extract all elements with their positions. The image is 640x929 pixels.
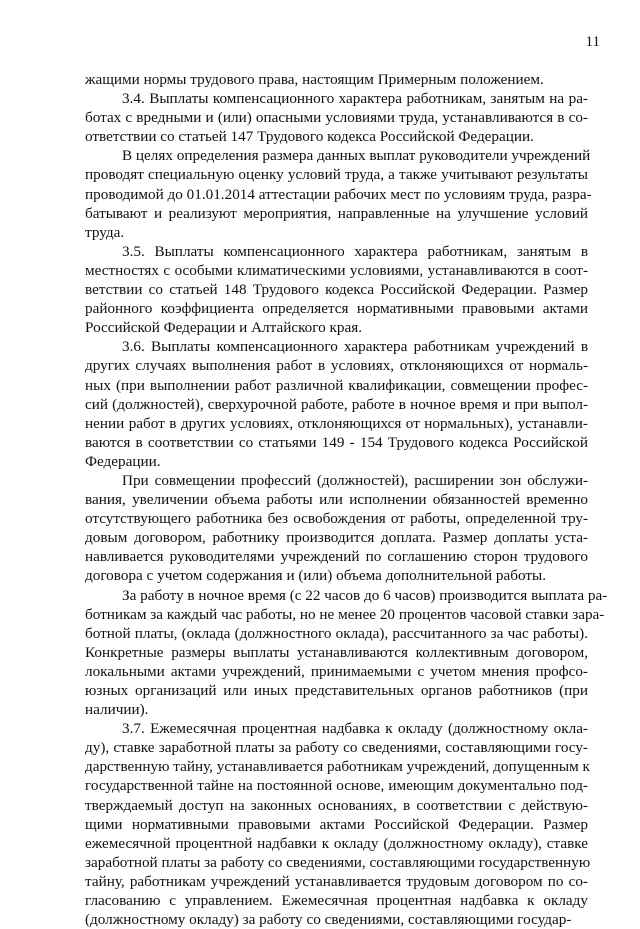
text-line: ваются в соответствии со статьями 149 - 154 Трудового кодекса Российской bbox=[85, 433, 588, 451]
document-body bbox=[85, 70, 608, 929]
text-line: Российской Федерации и Алтайского края. bbox=[85, 319, 363, 337]
paragraph bbox=[85, 586, 608, 720]
text-line: юзных организаций или иных представительных органов работников (при bbox=[85, 682, 588, 699]
text-line: Конкретные размеры выплаты устанавливаются коллективным договором, bbox=[85, 643, 588, 661]
text-line: локальными актами учреждений, принимаемыми с учетом мнения профсо- bbox=[85, 662, 588, 680]
page-number: 11 bbox=[585, 34, 600, 50]
paragraph bbox=[85, 719, 591, 929]
text-line: ответствии со статьей 147 Трудового кодекса Российской Федерации. bbox=[85, 128, 534, 146]
text-line: местностях с особыми климатическими условиями, устанавливаются в соот- bbox=[85, 261, 588, 279]
text-line: тайну, работникам учреждений устанавливается трудовым договором по со- bbox=[85, 872, 588, 890]
text-line: При совмещении профессий (должностей), расширении зон обслужи- bbox=[122, 471, 588, 489]
text-line: 3.4. Выплаты компенсационного характера работникам, занятым на ра- bbox=[122, 90, 588, 108]
paragraph bbox=[85, 70, 588, 89]
text-line: дарственную тайну, устанавливается работникам учреждений, допущенным к bbox=[85, 758, 590, 776]
text-line: тверждаемый доступ на законных основаниях, в соответствии с действую- bbox=[85, 796, 588, 814]
text-line: навливается руководителями учреждений по соглашению сторон трудового bbox=[85, 548, 588, 566]
text-line: 3.7. Ежемесячная процентная надбавка к окладу (должностному окла- bbox=[122, 720, 588, 738]
text-line: государственной тайне на постоянной основе, имеющим документально под- bbox=[85, 777, 588, 795]
text-line: довым договором, работнику производится доплата. Размер доплаты уста- bbox=[85, 529, 588, 547]
text-line: 3.5. Выплаты компенсационного характера работникам, занятым в bbox=[122, 242, 588, 260]
text-line: ботах с вредными и (или) опасными условиями труда, устанавливаются в со- bbox=[85, 109, 588, 127]
text-line: проводимой до 01.01.2014 аттестации рабочих мест по условиям труда, разра- bbox=[85, 185, 592, 203]
text-line: сий (должностей), сверхурочной работе, работе в ночное время и при выпол- bbox=[85, 395, 588, 413]
text-line: нении работ в других условиях, отклоняющихся от нормальных), устанавли- bbox=[85, 414, 588, 432]
paragraph bbox=[85, 337, 588, 471]
paragraph bbox=[85, 242, 588, 337]
text-line: жащими нормы трудового права, настоящим Примерным положением. bbox=[85, 71, 544, 88]
text-line: Федерации. bbox=[85, 452, 161, 470]
paragraph bbox=[85, 146, 592, 241]
paragraph bbox=[85, 471, 588, 586]
text-line: гласованию с управлением. Ежемесячная процентная надбавка к окладу bbox=[85, 892, 588, 910]
text-line: (должностному окладу) за работу со сведениями, составляющими государ- bbox=[85, 911, 572, 929]
text-line: наличии). bbox=[85, 701, 149, 719]
text-line: В целях определения размера данных выплат руководители учреждений bbox=[122, 147, 591, 165]
text-line: 3.6. Выплаты компенсационного характера работникам учреждений в bbox=[122, 338, 588, 356]
text-line: вания, увеличении объема работы или исполнении обязанностей временно bbox=[85, 491, 588, 509]
paragraph bbox=[85, 89, 588, 146]
text-line: других случаях выполнения работ в условиях, отклоняющихся от нормаль- bbox=[85, 357, 588, 375]
text-line: ных (при выполнении работ различной квалификации, совмещении профес- bbox=[85, 376, 588, 394]
text-line: отсутствующего работника без освобождения от работы, определенной тру- bbox=[85, 510, 588, 528]
text-line: За работу в ночное время (с 22 часов до 6 часов) производится выплата ра- bbox=[122, 586, 608, 604]
text-line: районного коэффициента определяется нормативными правовыми актами bbox=[85, 300, 588, 318]
text-line: договора с учетом содержания и (или) объема дополнительной работы. bbox=[85, 567, 546, 585]
text-line: труда. bbox=[85, 223, 125, 241]
text-line: заработной платы за работу со сведениями, составляющими государственную bbox=[85, 853, 591, 871]
text-line: проводят специальную оценку условий труда, а также учитывают результаты bbox=[85, 166, 588, 184]
text-line: ветствии со статьей 148 Трудового кодекса Российской Федерации. Размер bbox=[85, 281, 588, 299]
text-line: ду), ставке заработной платы за работу со сведениями, составляющими госу- bbox=[85, 739, 588, 757]
text-line: ежемесячной процентной надбавки к окладу (должностному окладу), ставке bbox=[85, 834, 588, 852]
text-line: ботникам за каждый час работы, но не менее 20 процентов часовой ставки зара- bbox=[85, 605, 605, 623]
text-line: батывают и реализуют мероприятия, направленные на улучшение условий bbox=[85, 204, 588, 222]
text-line: ботной платы, (оклада (должностного оклада), рассчитанного за час работы). bbox=[85, 624, 588, 642]
text-line: щими нормативными правовыми актами Российской Федерации. Размер bbox=[85, 815, 588, 833]
